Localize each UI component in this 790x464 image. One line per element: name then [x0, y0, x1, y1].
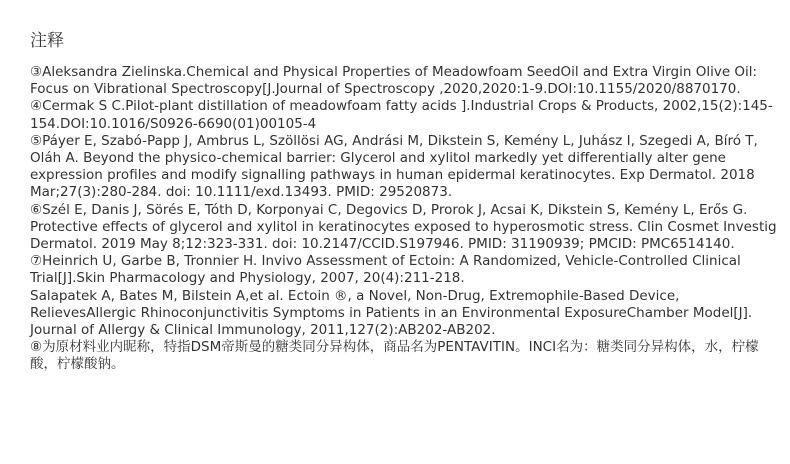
note-item: ④Cermak S C.Pilot-plant distillation of meadowfoam fatty acids ].Industrial Crops & Products, 2002,15(2):145-154.DOI:10.1016/S0926-6690(01)00105-4 [30, 98, 773, 132]
note-item: ⑦Heinrich U, Garbe B, Tronnier H. Invivo Assessment of Ectoin: A Randomized, Vehicle-Controlled Clinical Trial[J].Skin Pharmacology and Physiology, 2007, 20(4):211-218. [30, 253, 741, 287]
note-item: ⑧为原材料业内昵称，特指DSM帝斯曼的糖类同分异构体，商品名为PENTAVITIN。INCI名为：糖类同分异构体，水，柠檬酸，柠檬酸钠。 [30, 339, 759, 373]
notes-list [30, 64, 780, 374]
notes-heading: 注释 [30, 31, 64, 51]
note-item: ⑥Szél E, Danis J, Sörés E, Tóth D, Korponyai C, Degovics D, Prorok J, Acsai K, Dikstein S, Kemény L, Erős G. Protective effects of glycerol and xylitol in keratinocytes exposed to hyperosmotic stress. Clin Cosmet Investig Dermatol. 2019 May 8;12:323-331. doi: 10.2147/CCID.S197946. PMID: 31190939; PMCID: PMC6514140. [30, 201, 777, 253]
footnotes-section [30, 30, 780, 374]
note-item: ⑤Páyer E, Szabó-Papp J, Ambrus L, Szöllösi AG, Andrási M, Dikstein S, Kemény L, Juhász I, Szegedi A, Bíró T, Oláh A. Beyond the physico-chemical barrier: Glycerol and xylitol markedly yet differentially alter gene expression profiles and modify signalling pathways in human epidermal keratinocytes. Exp Dermatol. 2018 Mar;27(3):280-284. doi: 10.1111/exd.13493. PMID: 29520873. [30, 132, 758, 201]
note-item: Salapatek A, Bates M, Bilstein A,et al. Ectoin ®, a Novel, Non-Drug, Extremophile-Based Device, RelievesAllergic Rhinoconjunctivitis Symptoms in Patients in an Environmental ExposureChamber Model[J]. Journal of Allergy & Clinical Immunology, 2011,127(2):AB202-AB202. [30, 287, 753, 339]
note-item: ③Aleksandra Zielinska.Chemical and Physical Properties of Meadowfoam SeedOil and Extra Virgin Olive Oil: Focus on Vibrational Spectroscopy[J.Journal of Spectroscopy ,2020,2020:1-9.DOI:10.1155/2020/8870170. [30, 64, 758, 98]
